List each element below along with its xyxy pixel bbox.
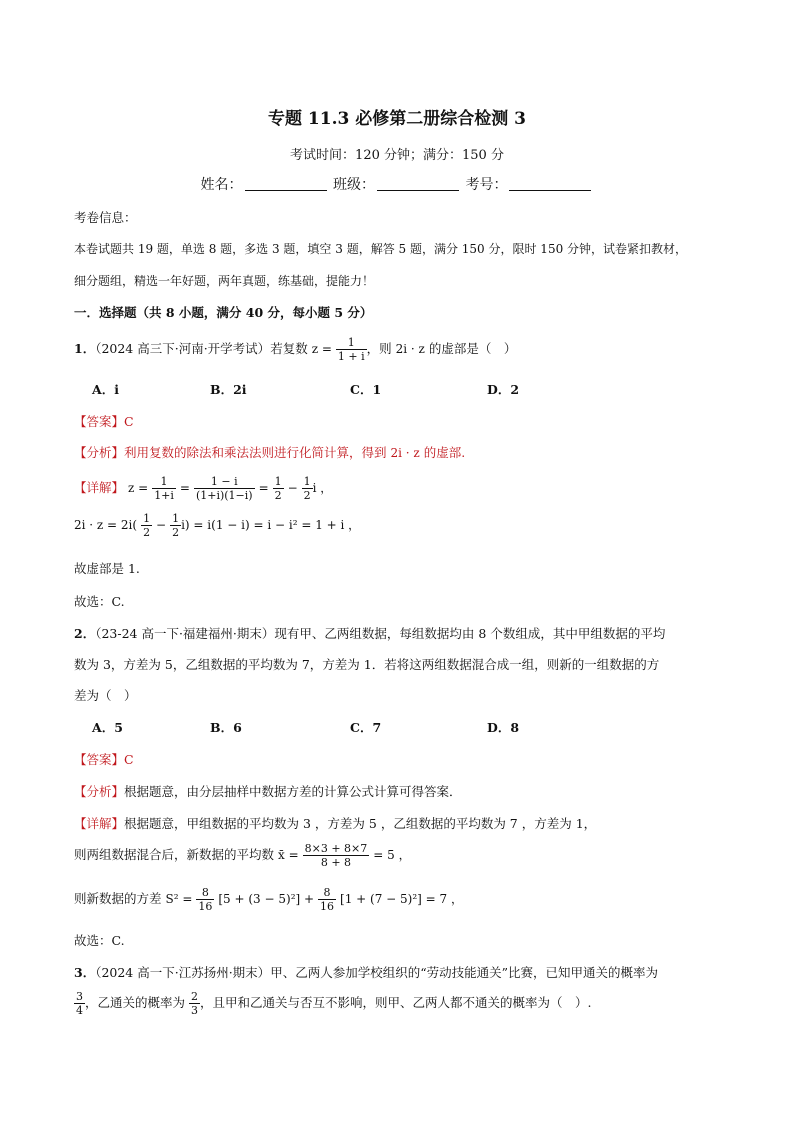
q1-number: 1． [74,341,96,356]
q2-analysis: 【分析】根据题意，由分层抽样中数据方差的计算公式计算可得答案． [74,784,462,799]
q2-detail-line-1: 【详解】根据题意，甲组数据的平均数为 3 ，方差为 5 ，乙组数据的平均数为 7 ，方差为 1， [74,816,597,831]
q2-option-c[interactable]: C．7 [350,720,382,735]
info-line-2: 细分题组，精选一年好题，两年真题，练基础，提能力！ [74,274,375,288]
q1-detail-line-1: 【详解】 z = $\frac{1}{1+i}$ = $\frac{1 - i}{(1+i)(1-i)}$ = $\frac{1}{2}$ − $\frac{1}{2}$ i ， [74,475,333,502]
q2-answer: 【答案】C [74,752,134,767]
q1-option-a[interactable]: A．i [92,382,119,397]
exam-subtitle: 考试时间：120 分钟；满分：150 分 [290,148,504,163]
q1-option-d[interactable]: D．2 [487,382,520,397]
question-2-stem-line-2: 数为 3，方差为 5，乙组数据的平均数为 7，方差为 1．若将这两组数据混合成一组，则新的一组数据的方 [74,657,660,672]
class-blank[interactable] [377,176,459,191]
name-label: 姓名： [200,177,243,193]
q1-analysis: 【分析】利用复数的除法和乘法法则进行化简计算，得到 2i · z 的虚部. [74,445,466,460]
q2-detail-line-2: 则两组数据混合后，新数据的平均数 x̄ = $\frac{8\times 3 + 8\times 7}{8 + 8}$ = 5 ， [74,842,411,869]
q1-z-eq: z = [311,342,332,356]
student-info-line [0,174,794,194]
q1-answer: 【答案】C [74,414,134,429]
question-1-stem [74,336,516,363]
question-3-stem-line-1: 3．（2024 高一下·江苏扬州·期末）甲、乙两人参加学校组织的“劳动技能通关”比赛，已知甲通关的概率为 [74,965,658,980]
q2-detail-line-3: 则新数据的方差 S² = $\frac{8}{16}$ [5 + (3 − 5)²] + $\frac{8}{16}$ [1 + (7 − 5)²] = 7 ， [74,886,463,913]
question-3-stem-line-2: $\frac{3}{4}$ ，乙通关的概率为 $\frac{2}{3}$ ，且甲和乙通关与否互不影响，则甲、乙两人都不通关的概率为（ ）. [76,990,592,1017]
name-blank[interactable] [245,176,327,191]
q1-option-c[interactable]: C．1 [350,382,382,397]
q1-stem-c: 的虚部是（ ） [428,341,517,356]
page-title: 专题 11.3 必修第二册综合检测 3 [268,109,526,129]
q1-conclusion: 故虚部是 1. [74,561,140,576]
section-heading: 一．选择题（共 8 小题，满分 40 分，每小题 5 分） [74,305,373,320]
info-line-1: 本卷试题共 19 题，单选 8 题，多选 3 题，填空 3 题，解答 5 题，满分 150 分，限时 150 分钟，试卷紧扣教材， [74,242,688,256]
q1-stem-b: ，则 [366,341,392,356]
q2-option-b[interactable]: B．6 [210,720,242,735]
q1-detail-line-2: 2i · z = 2i( $\frac{1}{2}$ − $\frac{1}{2}$ i) = i(1 − i) = i − i² = 1 + i ， [74,512,361,539]
q1-choose: 故选：C. [74,594,125,609]
question-2-stem-line-3: 差为（ ） [74,688,137,703]
q1-option-b[interactable]: B．2i [210,382,247,397]
q2-option-d[interactable]: D．8 [487,720,520,735]
class-label: 班级： [333,177,375,193]
q1-fraction: $\frac{1}{1 + i}$ [337,336,365,363]
id-label: 考号： [465,177,508,193]
question-2-stem-line-1: 2．（23-24 高一下·福建福州·期末）现有甲、乙两组数据，每组数据均由 8 个数组成，其中甲组数据的平均 [74,626,666,641]
q2-choose: 故选：C. [74,933,125,948]
q1-source: （2024 高三下·河南·开学考试） [95,341,271,356]
q2-option-a[interactable]: A．5 [92,720,123,735]
q1-stem-a: 若复数 [270,341,308,356]
q1-expr: 2i · z [395,342,425,356]
info-heading: 考卷信息： [74,210,137,225]
id-blank[interactable] [509,176,591,191]
